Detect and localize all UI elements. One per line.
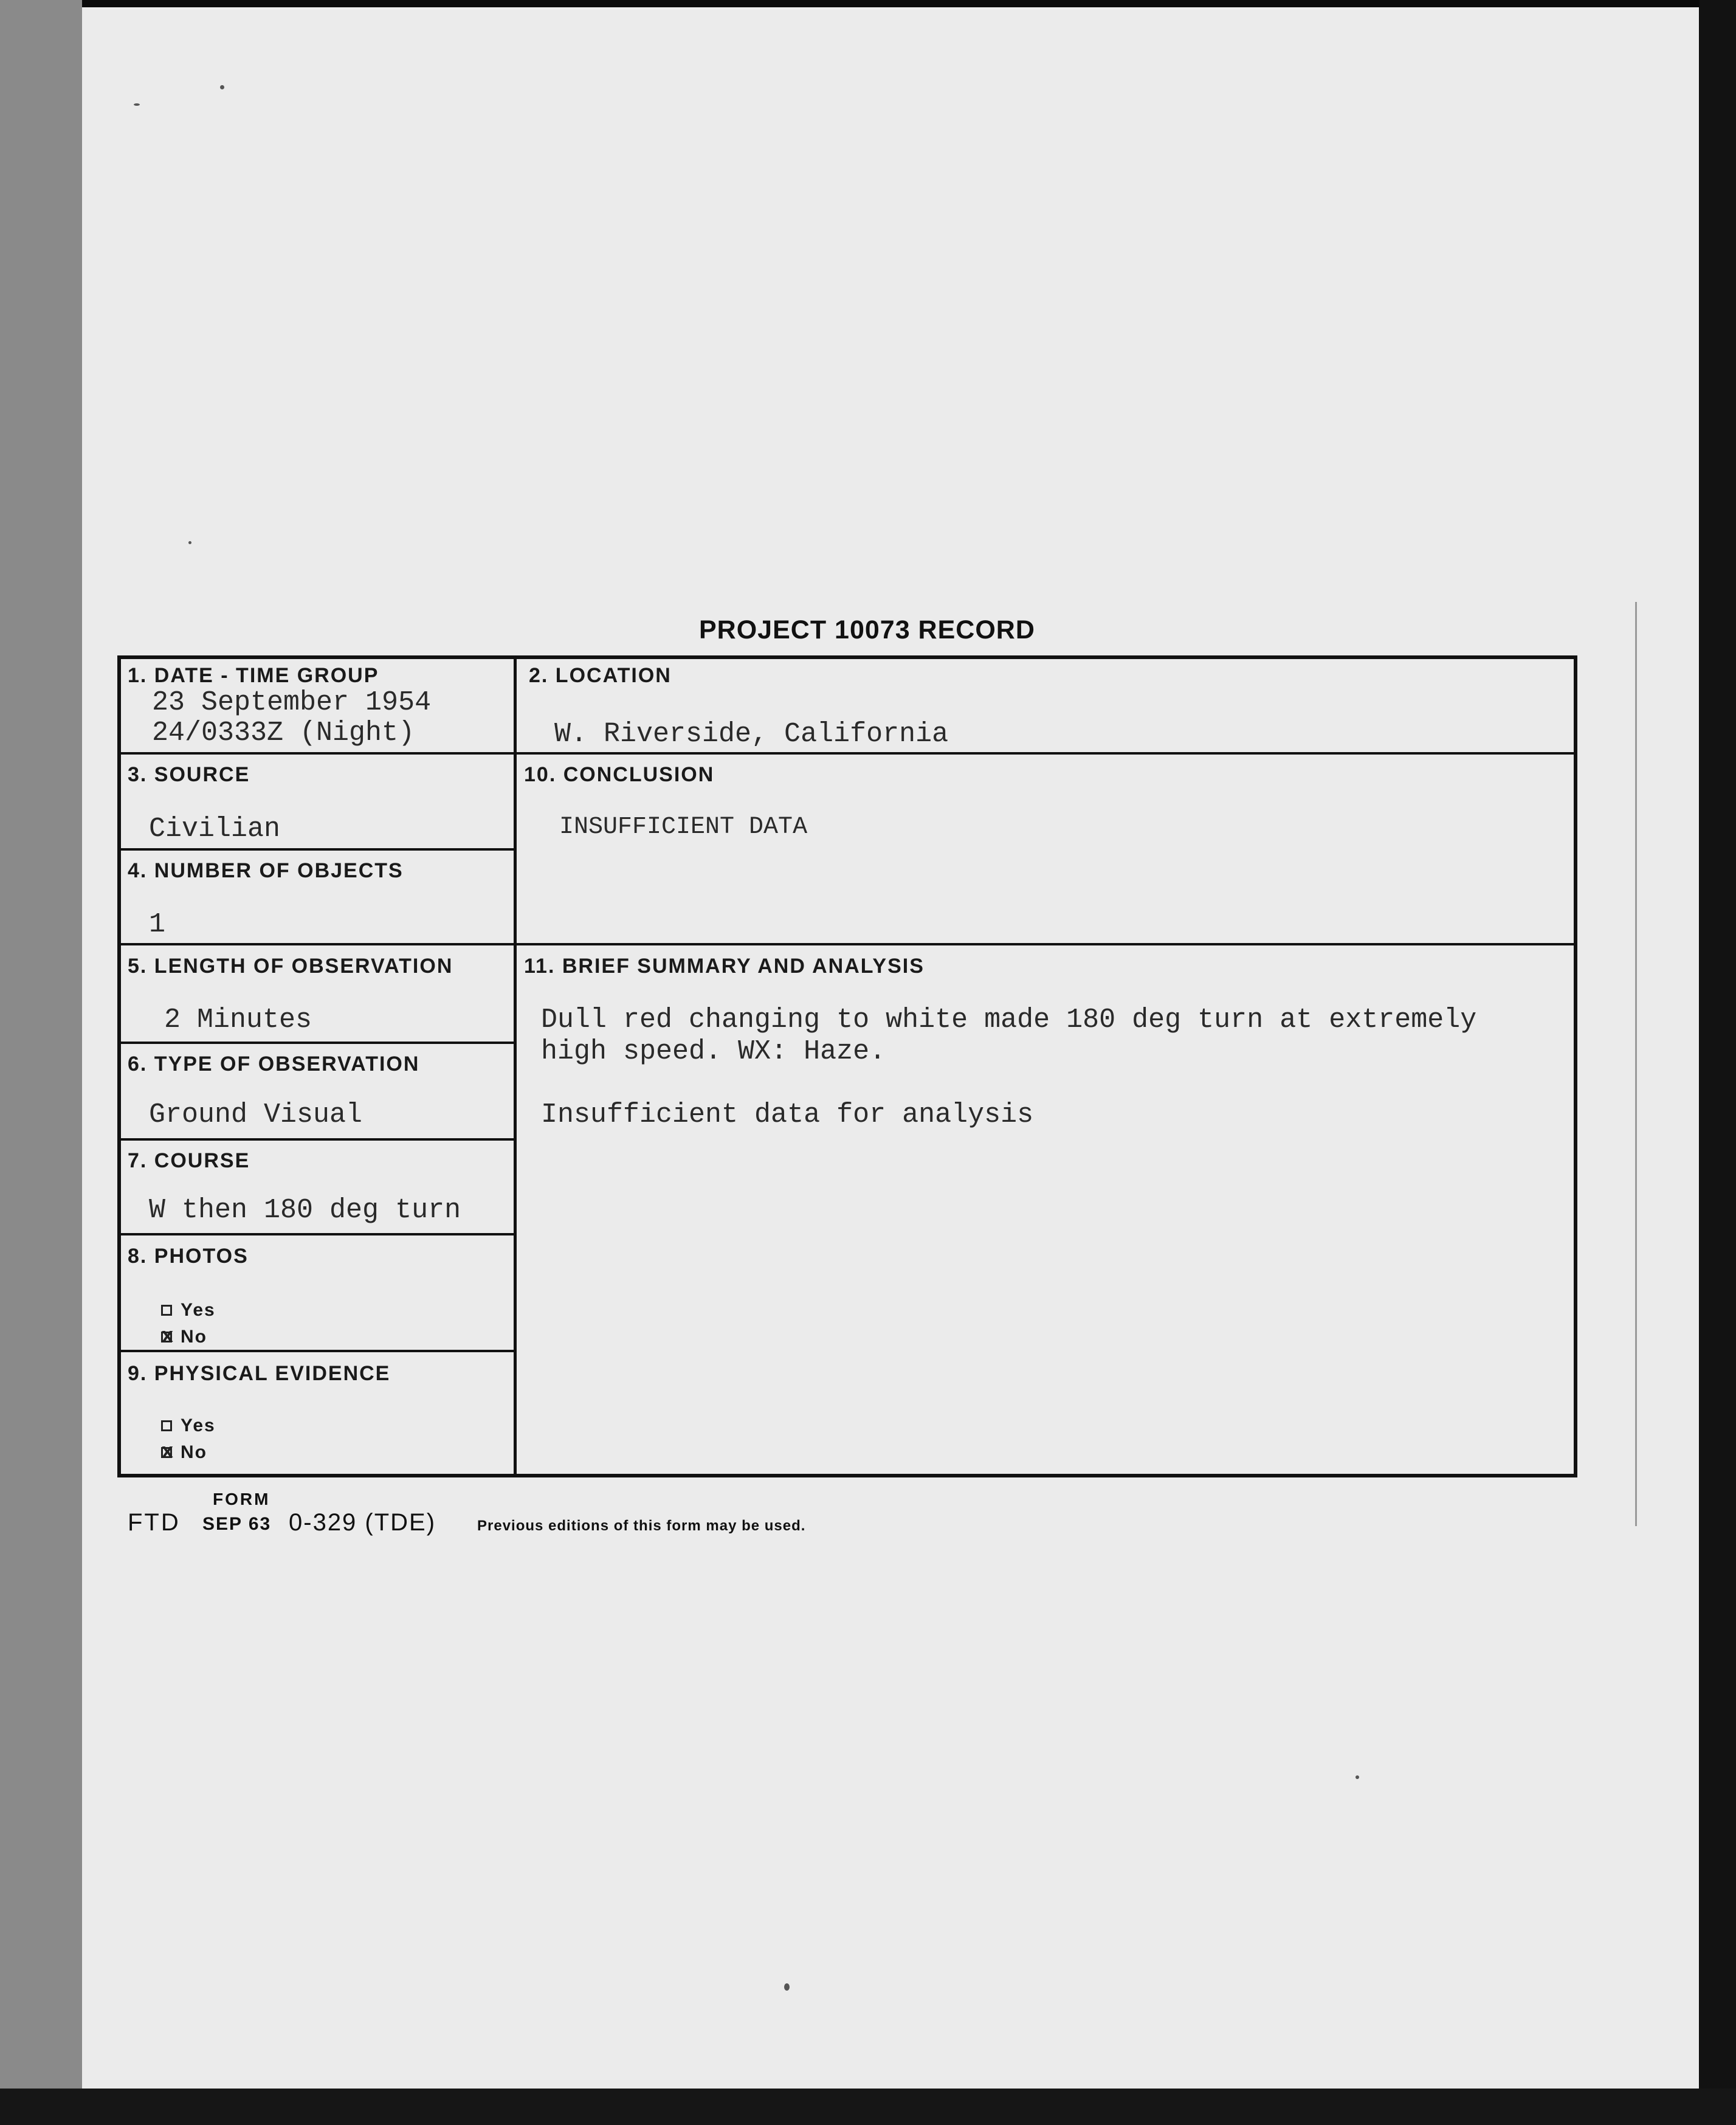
speck [188,541,191,544]
photos-yes-label: Yes [181,1300,216,1320]
conclusion-label: 10. CONCLUSION [524,763,715,786]
physical-evidence-no-label: No [181,1442,207,1462]
footer-form-word: FORM [213,1490,270,1508]
photos-yes-checkbox[interactable] [161,1305,172,1316]
photos-label: 8. PHOTOS [128,1245,249,1268]
physical-evidence-yes-option[interactable] [161,1415,216,1436]
length-of-observation-label: 5. LENGTH OF OBSERVATION [128,955,453,978]
summary-line-3: Insufficient data for analysis [541,1099,1034,1130]
photos-yes-option[interactable] [161,1300,216,1321]
footer-note: Previous editions of this form may be used. [477,1518,806,1534]
physical-evidence-yes-label: Yes [181,1415,216,1436]
row-divider-2 [117,943,1577,945]
photos-no-option[interactable] [161,1327,207,1347]
physical-evidence-no-checkbox[interactable] [161,1447,172,1458]
summary-label: 11. BRIEF SUMMARY AND ANALYSIS [524,955,925,978]
row-divider-left-5 [117,1042,515,1044]
source-value: Civilian [149,814,281,845]
number-of-objects-label: 4. NUMBER OF OBJECTS [128,859,404,882]
paper-edge-line [1635,602,1637,1526]
row-divider-left-7 [117,1233,515,1235]
row-divider-1 [117,752,1577,755]
summary-line-2: high speed. WX: Haze. [541,1036,886,1067]
row-divider-left-3 [117,848,515,851]
time-value: 24/0333Z (Night) [152,717,415,748]
summary-line-1: Dull red changing to white made 180 deg turn at extremely [541,1004,1477,1035]
course-label: 7. COURSE [128,1149,250,1172]
form-title: PROJECT 10073 RECORD [699,615,1035,644]
location-value: W. Riverside, California [554,719,949,750]
speck [134,103,140,106]
physical-evidence-yes-checkbox[interactable] [161,1420,172,1431]
physical-evidence-label: 9. PHYSICAL EVIDENCE [128,1362,391,1385]
physical-evidence-no-option[interactable] [161,1442,207,1463]
photos-no-label: No [181,1327,207,1347]
footer-date-code: SEP 63 [202,1514,272,1534]
footer-form-number: 0-329 (TDE) [289,1509,436,1536]
film-border-right [1700,0,1736,2125]
photos-no-checkbox[interactable] [161,1332,172,1342]
row-divider-left-6 [117,1138,515,1141]
speck [784,1983,790,1991]
date-value: 23 September 1954 [152,687,432,718]
speck [220,85,224,89]
location-label: 2. LOCATION [529,664,672,687]
type-of-observation-value: Ground Visual [149,1099,363,1130]
source-label: 3. SOURCE [128,763,250,786]
film-border-bottom [0,2089,1736,2125]
speck [1355,1775,1359,1779]
number-of-objects-value: 1 [149,909,166,940]
course-value: W then 180 deg turn [149,1195,461,1226]
column-divider [514,655,517,1477]
type-of-observation-label: 6. TYPE OF OBSERVATION [128,1052,420,1076]
conclusion-value: INSUFFICIENT DATA [559,814,808,841]
footer-ftd: FTD [128,1509,181,1536]
film-border-left [0,0,82,2125]
length-of-observation-value: 2 Minutes [164,1004,312,1035]
date-time-label: 1. DATE - TIME GROUP [128,664,379,687]
row-divider-left-8 [117,1350,515,1352]
